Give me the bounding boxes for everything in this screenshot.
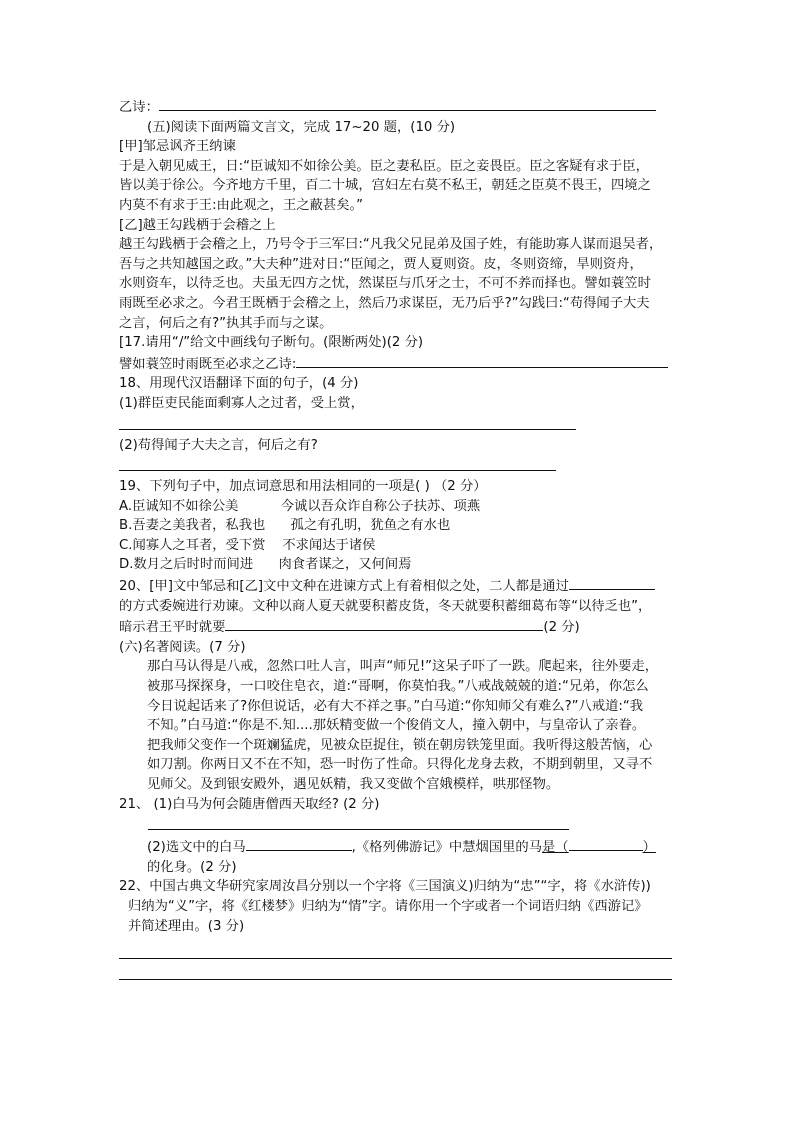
- yi-text-2: 吾与之共知越国之政。”大夫种”进对日:“臣闻之，贾人夏则资。皮，冬则资缔，旱则资舟，: [119, 256, 643, 272]
- question-20-line-1: [119, 575, 679, 597]
- yi-text-3: 水则资车，以待乏也。夫虽无四方之忧，然谋臣与爪牙之士，不可不养而择也。譬如蓑笠时: [119, 276, 651, 292]
- passage-line-7: 见师父。及到银安殿外，遇见妖精，我又变做个宫娥模样，哄那怪物。: [147, 777, 560, 792]
- question-21-2-text-1: (2)选文中的白马: [147, 840, 246, 856]
- yi-text-5: 之言，何后之有?”执其手而与之谋。: [119, 315, 333, 331]
- yishi-line: [119, 96, 679, 118]
- question-18-1: (1)群臣吏民能面剩寡人之过者，受上赏，: [119, 395, 364, 411]
- question-20-blank-2[interactable]: [225, 616, 543, 631]
- question-20-text-1: 20、[甲]文中邹忌和[乙]文中文种在进谏方式上有着相似之处，二人都是通过: [119, 579, 569, 595]
- question-21-2-end: 的化身。(2 分): [147, 859, 237, 875]
- passage-line-5: 把我师父变作一个斑斓猛虎，见被众臣捉住，锁在朝房铁笼里面。我听得这般苦恼，心: [147, 737, 653, 753]
- question-21-2-line: [119, 836, 679, 858]
- question-19-option-c: C.闻寡人之耳者，受下赏 不求闻达于诸侯: [119, 537, 376, 553]
- question-19: 19、下列句子中，加点词意思和用法相同的一项是( ) （2 分）: [119, 479, 487, 495]
- passage-line-1: 那白马认得是八戒，忽然口吐人言，叫声“师兄!”这呆子吓了一跌。爬起来，往外要走，: [147, 659, 659, 675]
- yishi-label: 乙诗：: [119, 100, 159, 115]
- question-21-2-blank-1[interactable]: [246, 836, 352, 851]
- passage-line-3: 今日说起话来了?你但说话，必有大不祥之事。”白马道:“你知师父有难么?”八戒道:“我: [147, 698, 644, 714]
- jia-text-1: 于是入朝见威王，日:“臣诚知不如徐公美。臣之妻私臣。臣之妾畏臣。臣之客疑有求于臣，: [119, 158, 649, 174]
- question-17-sentence: 譬如蓑笠时雨既至必求之乙诗:: [119, 356, 297, 372]
- question-17-fill-line: [119, 353, 679, 375]
- jia-title: [甲]邹忌讽齐王纳谏: [119, 139, 236, 155]
- section-6-heading: (六)名著阅读。(7 分): [119, 639, 246, 655]
- jia-text-3: 内莫不有求于王:由此观之，王之蔽甚矣。”: [119, 197, 364, 213]
- question-19-option-b: B.吾妻之美我者，私我也 孤之有孔明，犹鱼之有水也: [119, 518, 451, 534]
- jia-text-2: 皆以美于徐公。今齐地方千里，百二十城，宫妇左右莫不私王，朝廷之臣莫不畏王，四境之: [119, 178, 651, 194]
- passage-line-2: 被那马探探身，一口咬住皂衣，道:“哥啊，你莫怕我。”八戒战兢兢的道:“兄弟，你怎么: [147, 679, 649, 695]
- question-20-text-2: 的方式委婉进行劝谏。文种以商人夏天就要积蓄皮货，冬天就要积蓄细葛布等“以待乏也”，: [119, 598, 652, 614]
- question-18-2: (2)苟得闻子大夫之言，何后之有?: [119, 437, 318, 453]
- yi-text-1: 越王勾践栖于会稽之上，乃号令于三军曰:“凡我父兄昆弟及国子姓，有能助寡人谋而退吴者，: [119, 237, 663, 253]
- passage-line-4: 不知。”白马道:“你是不.知....那妖精变做一个俊俏文人，撞入朝中，与皇帝认了亲眷。: [147, 718, 646, 734]
- page-content: [119, 96, 679, 980]
- question-22-answer-line-1[interactable]: [119, 957, 672, 959]
- question-19-option-d: D.数月之后时时而间进 肉食者谋之，又何间焉: [119, 557, 412, 573]
- question-18: 18、用现代汉语翻译下面的句子，(4 分): [119, 376, 359, 392]
- question-20-text-3: 暗示君王平时就要: [119, 620, 226, 636]
- question-21-2-text-3: 是（: [542, 840, 569, 856]
- question-21-2-text-2: ,《格列佛游记》中慧烟国里的马: [351, 840, 543, 856]
- section-5-heading: (五)阅读下面两篇文言文，完成 17~20 题，(10 分): [147, 119, 456, 135]
- question-22-line-2: 归纳为“义”字，将《红楼梦》归纳为“情”字。请你用一个字或者一个词语归纳《西游记》: [128, 898, 648, 914]
- question-20-score: (2 分): [543, 620, 580, 636]
- question-20-line-3: [119, 616, 679, 638]
- question-19-option-a: A.臣诚知不如徐公美 今诚以吾众诈自称公子扶苏、项燕: [119, 498, 481, 514]
- question-21-1: 21、 (1)白马为何会随唐僧西天取经? (2 分): [119, 796, 380, 812]
- question-21-2-text-4: ）: [642, 840, 656, 856]
- yi-text-4: 雨既至必求之。今君王既栖于会稽之上，然后乃求谋臣，无乃后乎?”勾践曰:“苟得闻子大夫: [119, 295, 650, 311]
- passage-line-6: 如刀割。你两日又不在不知，恐一时伤了性命。只得化龙身去救，不期到朝里，又寻不: [147, 757, 653, 773]
- question-22-line-1: 22、中国古典文华研究家周汝昌分别以一个字将《三国演义)归纳为“忠”“字，将《水浒传)): [119, 879, 651, 895]
- question-17-answer-blank[interactable]: [296, 353, 668, 368]
- question-22-answer-line-2[interactable]: [119, 978, 672, 980]
- question-21-2-blank-2[interactable]: [569, 836, 643, 851]
- yi-title: [乙]越王勾践栖于会稽之上: [119, 217, 276, 233]
- question-20-blank-1[interactable]: [569, 575, 655, 590]
- question-22-line-3: 并简述理由。(3 分): [128, 918, 245, 934]
- yishi-answer-blank[interactable]: [159, 96, 656, 111]
- question-17: [17.请用“/”给文中画线句子断句。(限断两处)(2 分): [119, 335, 424, 351]
